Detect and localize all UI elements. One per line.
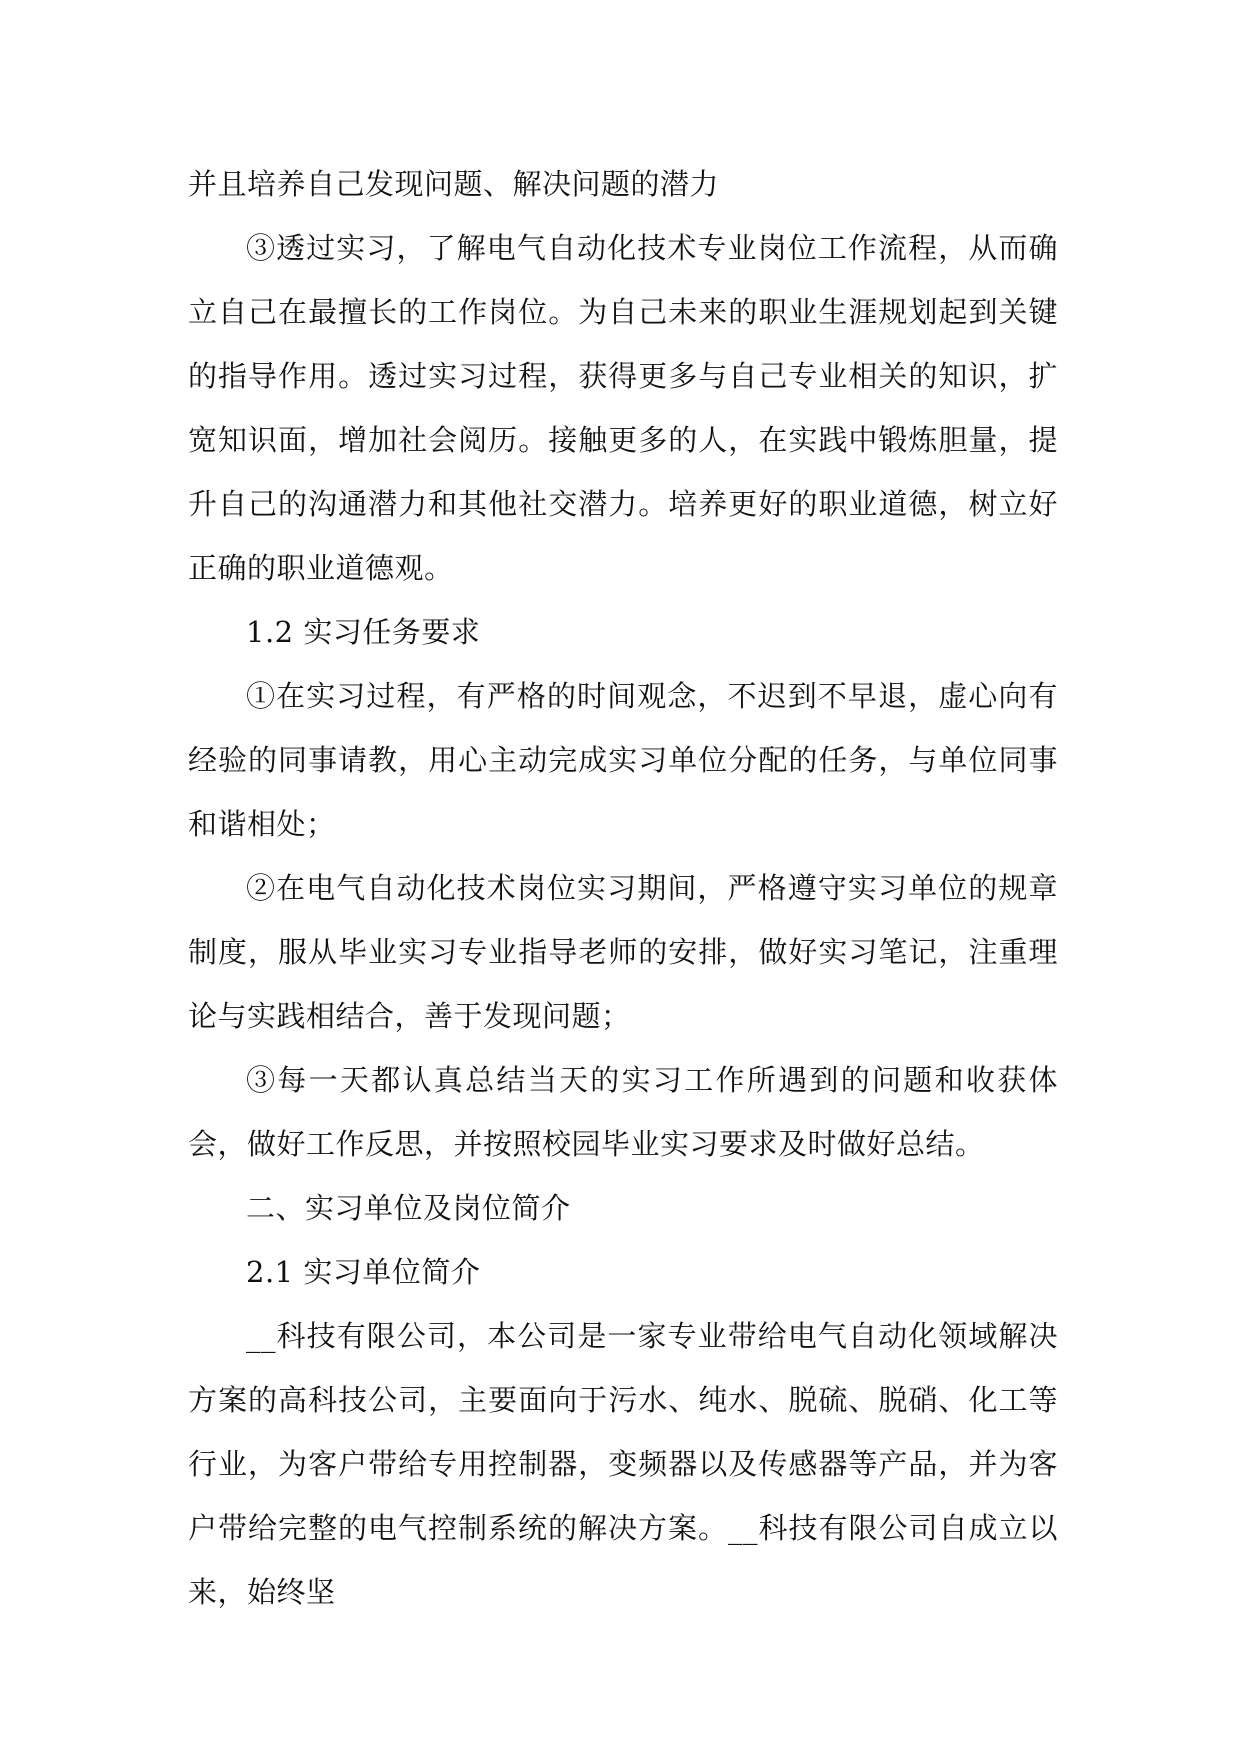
paragraph-3: ①在实习过程，有严格的时间观念，不迟到不早退，虚心向有经验的同事请教，用心主动完成实习单位分配的任务，与单位同事和谐相处； — [188, 679, 1058, 841]
section-heading-2: 二、实习单位及岗位简介 — [246, 1191, 571, 1225]
paragraph-6: __科技有限公司，本公司是一家专业带给电气自动化领域解决方案的高科技公司，主要面向于污水、纯水、脱硫、脱硝、化工等行业，为客户带给专用控制器，变频器以及传感器等产品，并为客户带给完整的电气控制系统的解决方案。__科技有限公司自成立以来，始终坚 — [188, 1319, 1058, 1609]
paragraph-5: ③每一天都认真总结当天的实习工作所遇到的问题和收获体会，做好工作反思，并按照校园毕业实习要求及时做好总结。 — [188, 1063, 1058, 1161]
paragraph-4: ②在电气自动化技术岗位实习期间，严格遵守实习单位的规章制度，服从毕业实习专业指导老师的安排，做好实习笔记，注重理论与实践相结合，善于发现问题； — [188, 871, 1058, 1033]
document-page — [188, 152, 1058, 1624]
section-heading-1-2: 1.2 实习任务要求 — [246, 615, 481, 649]
paragraph-2: ③透过实习，了解电气自动化技术专业岗位工作流程，从而确立自己在最擅长的工作岗位。为自己未来的职业生涯规划起到关键的指导作用。透过实习过程，获得更多与自己专业相关的知识，扩宽知识面，增加社会阅历。接触更多的人，在实践中锻炼胆量，提升自己的沟通潜力和其他社交潜力。培养更好的职业道德，树立好正确的职业道德观。 — [188, 231, 1058, 585]
section-heading-2-1: 2.1 实习单位简介 — [246, 1255, 481, 1289]
paragraph-1: 并且培养自己发现问题、解决问题的潜力 — [188, 167, 720, 201]
